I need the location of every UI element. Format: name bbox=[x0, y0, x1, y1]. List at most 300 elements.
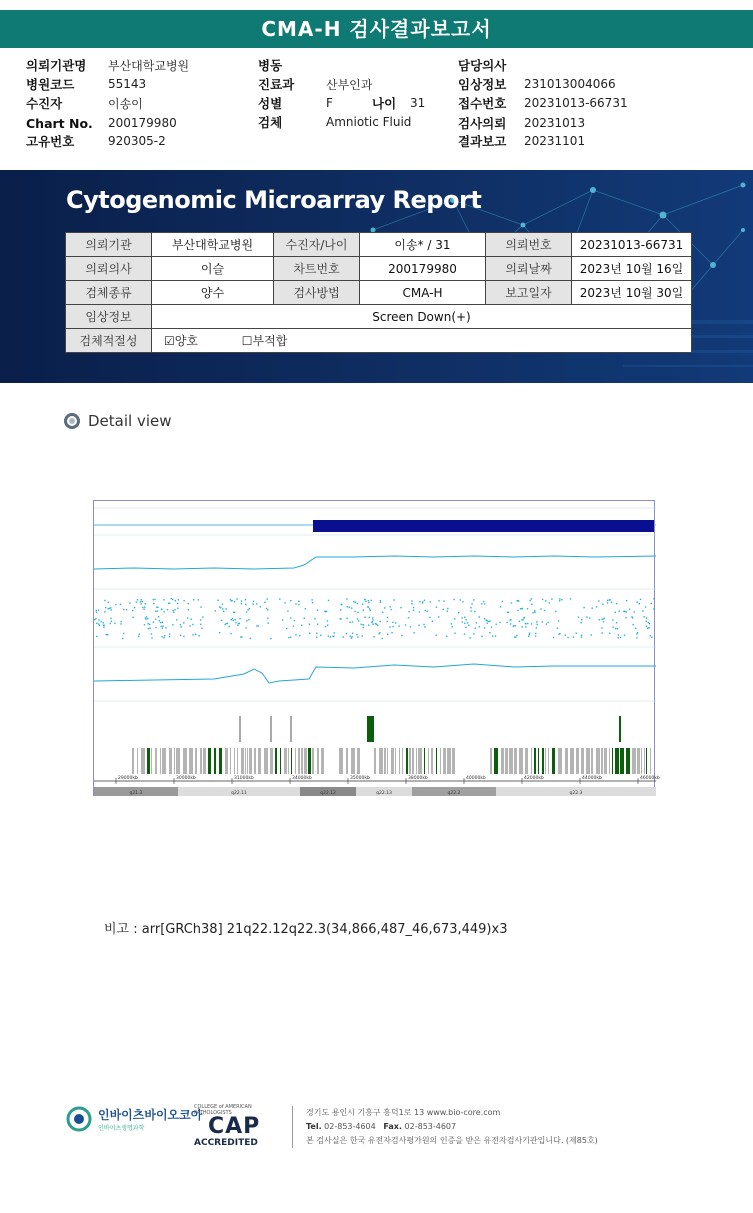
allele-point bbox=[373, 624, 374, 625]
scale-label: 31000kb bbox=[234, 776, 254, 781]
allele-point bbox=[98, 610, 99, 611]
allele-point bbox=[193, 599, 194, 600]
allele-point bbox=[144, 607, 145, 608]
gene-block bbox=[258, 748, 261, 774]
allele-point bbox=[616, 622, 617, 623]
gene-block bbox=[151, 748, 152, 774]
allele-point bbox=[169, 633, 170, 634]
allele-point bbox=[161, 636, 162, 637]
allele-point bbox=[481, 636, 482, 637]
allele-point bbox=[653, 608, 654, 609]
allele-point bbox=[646, 617, 647, 618]
gene-block bbox=[321, 748, 324, 774]
allele-point bbox=[398, 625, 399, 626]
fax-value: 02-853-4607 bbox=[404, 1122, 457, 1131]
allele-point bbox=[301, 625, 302, 626]
gene-block bbox=[298, 748, 300, 774]
allele-point bbox=[474, 611, 475, 612]
gene-block bbox=[418, 748, 422, 774]
allele-point bbox=[187, 617, 188, 618]
allele-point bbox=[201, 628, 202, 629]
allele-point bbox=[470, 637, 471, 638]
gene-block bbox=[548, 748, 549, 774]
allele-point bbox=[223, 611, 224, 612]
allele-point bbox=[246, 611, 247, 612]
allele-point bbox=[108, 608, 109, 609]
info-label: 차트번호 bbox=[274, 257, 360, 281]
allele-point bbox=[544, 610, 545, 611]
allele-point bbox=[618, 634, 619, 635]
allele-point bbox=[528, 636, 529, 637]
gene-block bbox=[230, 748, 231, 774]
allele-point bbox=[317, 610, 318, 611]
allele-point bbox=[603, 621, 604, 622]
allele-point bbox=[616, 603, 617, 604]
allele-point bbox=[602, 618, 603, 619]
allele-point bbox=[357, 612, 358, 613]
allele-point bbox=[96, 612, 97, 613]
allele-point bbox=[558, 634, 559, 635]
allele-point bbox=[138, 636, 139, 637]
header-row-institution bbox=[26, 56, 189, 74]
allele-point bbox=[108, 602, 109, 603]
allele-point bbox=[443, 600, 444, 601]
allele-point bbox=[363, 627, 364, 628]
allele-point bbox=[382, 638, 383, 639]
allele-point bbox=[624, 635, 625, 636]
allele-point bbox=[154, 599, 155, 600]
allele-point bbox=[500, 606, 501, 607]
allele-point bbox=[192, 624, 193, 625]
allele-point bbox=[343, 636, 344, 637]
tel-value: 02-853-4604 bbox=[324, 1122, 376, 1131]
gene-block bbox=[436, 748, 437, 774]
allele-point bbox=[167, 609, 168, 610]
allele-point bbox=[542, 599, 543, 600]
info-row bbox=[66, 257, 692, 281]
allele-point bbox=[626, 611, 627, 612]
gene-block bbox=[195, 748, 197, 774]
allele-point bbox=[436, 635, 437, 636]
allele-point bbox=[551, 598, 552, 599]
header-value: 31 bbox=[410, 96, 426, 110]
gene-block bbox=[646, 748, 647, 774]
allele-point bbox=[411, 600, 412, 601]
allele-point bbox=[136, 602, 137, 603]
gene-block bbox=[424, 748, 425, 774]
gene-block bbox=[596, 748, 600, 774]
allele-point bbox=[325, 626, 326, 627]
cytoband-label: q22.12 bbox=[320, 791, 336, 796]
header-value: Amniotic Fluid bbox=[326, 115, 412, 129]
allele-point bbox=[607, 600, 608, 601]
allele-point bbox=[126, 609, 127, 610]
log2-ratio-line bbox=[94, 556, 656, 569]
gain-segment bbox=[313, 520, 654, 532]
header-label: 접수번호 bbox=[458, 96, 507, 111]
allele-point bbox=[458, 612, 459, 613]
allele-point bbox=[153, 599, 154, 600]
gene-block bbox=[538, 748, 539, 774]
allele-point bbox=[110, 618, 111, 619]
allele-point bbox=[522, 626, 523, 627]
allele-point bbox=[98, 623, 99, 624]
allele-point bbox=[368, 600, 369, 601]
allele-point bbox=[648, 622, 649, 623]
header-label: Chart No. bbox=[26, 115, 93, 131]
header-label: 나이 bbox=[372, 96, 397, 111]
allele-point bbox=[176, 619, 177, 620]
gene-block bbox=[174, 748, 175, 774]
target-icon bbox=[64, 413, 80, 429]
allele-point bbox=[142, 607, 143, 608]
allele-point bbox=[293, 626, 294, 627]
header-row-specimen bbox=[258, 113, 411, 131]
gene-block bbox=[384, 748, 386, 774]
gene-marker bbox=[270, 716, 272, 742]
allele-point bbox=[452, 626, 453, 627]
allele-point bbox=[139, 633, 140, 634]
allele-point bbox=[510, 619, 511, 620]
allele-point bbox=[376, 624, 377, 625]
info-value: 2023년 10월 16일 bbox=[572, 257, 692, 281]
gene-marker bbox=[367, 716, 374, 742]
allele-point bbox=[484, 603, 485, 604]
allele-point bbox=[529, 634, 530, 635]
allele-point bbox=[533, 612, 534, 613]
cytoband-label: q22.2 bbox=[447, 791, 461, 796]
allele-point bbox=[219, 632, 220, 633]
allele-point bbox=[425, 610, 426, 611]
allele-point bbox=[479, 626, 480, 627]
allele-point bbox=[646, 621, 647, 622]
banner-title: Cytogenomic Microarray Report bbox=[66, 186, 482, 214]
gene-block bbox=[317, 748, 319, 774]
gene-block bbox=[406, 748, 408, 774]
company-logo bbox=[66, 1106, 202, 1132]
header-row-patient bbox=[26, 94, 143, 112]
allele-point bbox=[648, 627, 649, 628]
gene-block bbox=[169, 748, 172, 774]
allele-point bbox=[282, 619, 283, 620]
gene-block bbox=[351, 748, 355, 774]
gene-block bbox=[545, 748, 546, 774]
allele-point bbox=[368, 602, 369, 603]
allele-point bbox=[438, 600, 439, 601]
allele-point bbox=[601, 627, 602, 628]
allele-point bbox=[349, 622, 350, 623]
gene-block bbox=[514, 748, 517, 774]
header-row-department bbox=[258, 75, 372, 93]
allele-point bbox=[419, 601, 420, 602]
allele-point bbox=[200, 606, 201, 607]
report-info-table bbox=[65, 232, 692, 353]
allele-point bbox=[534, 612, 535, 613]
gene-block bbox=[225, 748, 228, 774]
allele-point bbox=[268, 622, 269, 623]
allele-point bbox=[576, 633, 577, 634]
info-label: 검사방법 bbox=[274, 281, 360, 305]
allele-point bbox=[427, 611, 428, 612]
gene-block bbox=[280, 748, 281, 774]
allele-point bbox=[362, 604, 363, 605]
allele-point bbox=[347, 606, 348, 607]
allele-point bbox=[225, 608, 226, 609]
allele-point bbox=[191, 619, 192, 620]
gene-block bbox=[490, 748, 492, 774]
allele-point bbox=[290, 600, 291, 601]
allele-point bbox=[104, 611, 105, 612]
allele-point bbox=[499, 622, 500, 623]
allele-point bbox=[312, 602, 313, 603]
allele-point bbox=[620, 637, 621, 638]
footer-cert: 본 검사실은 한국 유전자검사평가원의 인증을 받은 유전자검사기관입니다. (제85호) bbox=[306, 1136, 598, 1145]
gene-block bbox=[308, 748, 311, 774]
allele-point bbox=[578, 617, 579, 618]
allele-point bbox=[171, 598, 172, 599]
allele-point bbox=[327, 625, 328, 626]
allele-point bbox=[120, 623, 121, 624]
allele-point bbox=[155, 627, 156, 628]
allele-point bbox=[513, 625, 514, 626]
allele-point bbox=[636, 633, 637, 634]
allele-point bbox=[592, 608, 593, 609]
allele-point bbox=[615, 612, 616, 613]
allele-point bbox=[650, 635, 651, 636]
allele-point bbox=[429, 617, 430, 618]
allele-point bbox=[362, 624, 363, 625]
allele-point bbox=[423, 624, 424, 625]
allele-point bbox=[531, 598, 532, 599]
allele-point bbox=[646, 626, 647, 627]
gene-block bbox=[558, 748, 562, 774]
gene-block bbox=[304, 748, 307, 774]
cap-big-text: CAP bbox=[208, 1114, 261, 1139]
header-row-ward bbox=[258, 56, 326, 74]
allele-point bbox=[156, 606, 157, 607]
allele-point bbox=[470, 610, 471, 611]
allele-point bbox=[290, 637, 291, 638]
allele-point bbox=[617, 628, 618, 629]
allele-point bbox=[392, 626, 393, 627]
header-value: 55143 bbox=[108, 77, 147, 91]
allele-point bbox=[230, 633, 231, 634]
allele-point bbox=[557, 628, 558, 629]
info-label: 보고일자 bbox=[486, 281, 572, 305]
allele-point bbox=[346, 598, 347, 599]
allele-point bbox=[489, 620, 490, 621]
allele-point bbox=[598, 600, 599, 601]
allele-point bbox=[436, 607, 437, 608]
allele-point bbox=[352, 621, 353, 622]
allele-point bbox=[163, 637, 164, 638]
allele-point bbox=[352, 633, 353, 634]
footer bbox=[66, 1104, 706, 1152]
allele-scatter bbox=[94, 598, 655, 639]
allele-point bbox=[162, 628, 163, 629]
header-row-clinical-info bbox=[458, 75, 616, 93]
allele-point bbox=[484, 627, 485, 628]
allele-point bbox=[129, 602, 130, 603]
allele-point bbox=[148, 628, 149, 629]
allele-point bbox=[517, 600, 518, 601]
smooth-signal-line bbox=[94, 664, 656, 683]
allele-point bbox=[612, 619, 613, 620]
remark-text: 비고 : arr[GRCh38] 21q22.12q22.3(34,866,487_46,673,449)x3 bbox=[104, 922, 508, 937]
allele-point bbox=[266, 608, 267, 609]
gene-block bbox=[183, 748, 187, 774]
gene-block bbox=[452, 748, 455, 774]
gene-block bbox=[391, 748, 394, 774]
header-label: 성별 bbox=[258, 96, 283, 111]
gene-block bbox=[312, 748, 314, 774]
allele-point bbox=[96, 623, 97, 624]
allele-point bbox=[290, 617, 291, 618]
allele-point bbox=[387, 621, 388, 622]
allele-point bbox=[424, 626, 425, 627]
gene-block bbox=[409, 748, 411, 774]
info-value: 이송* / 31 bbox=[360, 233, 486, 257]
detail-view-label: Detail view bbox=[88, 412, 172, 430]
allele-point bbox=[370, 610, 371, 611]
allele-point bbox=[147, 623, 148, 624]
allele-point bbox=[110, 607, 111, 608]
allele-point bbox=[121, 621, 122, 622]
allele-point bbox=[447, 611, 448, 612]
allele-point bbox=[326, 611, 327, 612]
gene-block bbox=[612, 748, 613, 774]
allele-point bbox=[411, 603, 412, 604]
allele-point bbox=[159, 620, 160, 621]
allele-point bbox=[484, 618, 485, 619]
allele-point bbox=[573, 637, 574, 638]
allele-point bbox=[256, 625, 257, 626]
allele-point bbox=[363, 610, 364, 611]
allele-point bbox=[162, 625, 163, 626]
allele-point bbox=[565, 634, 566, 635]
gene-block bbox=[505, 748, 508, 774]
allele-point bbox=[559, 600, 560, 601]
header-row-unique-no bbox=[26, 132, 166, 150]
allele-point bbox=[384, 607, 385, 608]
allele-point bbox=[245, 627, 246, 628]
allele-point bbox=[517, 610, 518, 611]
allele-point bbox=[228, 626, 229, 627]
allele-point bbox=[567, 637, 568, 638]
allele-point bbox=[141, 603, 142, 604]
allele-point bbox=[634, 611, 635, 612]
allele-point bbox=[188, 609, 189, 610]
allele-point bbox=[529, 633, 530, 634]
gene-block bbox=[247, 748, 248, 774]
allele-point bbox=[510, 623, 511, 624]
allele-point bbox=[464, 633, 465, 634]
gene-block bbox=[416, 748, 417, 774]
allele-point bbox=[516, 635, 517, 636]
allele-point bbox=[142, 601, 143, 602]
allele-point bbox=[241, 636, 242, 637]
allele-point bbox=[461, 617, 462, 618]
gene-block bbox=[632, 748, 636, 774]
allele-point bbox=[520, 608, 521, 609]
gene-block bbox=[586, 748, 590, 774]
allele-point bbox=[146, 616, 147, 617]
allele-point bbox=[542, 621, 543, 622]
gene-block bbox=[443, 748, 446, 774]
info-value: 20231013-66731 bbox=[572, 233, 692, 257]
allele-point bbox=[195, 634, 196, 635]
gene-block bbox=[254, 748, 256, 774]
allele-point bbox=[115, 604, 116, 605]
allele-point bbox=[391, 632, 392, 633]
allele-point bbox=[144, 624, 145, 625]
allele-point bbox=[481, 603, 482, 604]
allele-point bbox=[330, 636, 331, 637]
gene-block bbox=[295, 748, 296, 774]
allele-point bbox=[230, 599, 231, 600]
allele-point bbox=[192, 634, 193, 635]
allele-point bbox=[104, 600, 105, 601]
allele-point bbox=[635, 628, 636, 629]
allele-point bbox=[256, 603, 257, 604]
allele-point bbox=[175, 600, 176, 601]
allele-point bbox=[333, 636, 334, 637]
allele-point bbox=[581, 622, 582, 623]
company-sub: 인바이츠생명과학 bbox=[98, 1125, 145, 1132]
header-label: 의뢰기관명 bbox=[26, 58, 87, 73]
gene-block bbox=[245, 748, 246, 774]
allele-point bbox=[304, 618, 305, 619]
adequacy-ok-checkbox: ☑양호 bbox=[164, 334, 198, 348]
allele-point bbox=[491, 626, 492, 627]
info-row-clinical bbox=[66, 305, 692, 329]
info-label: 의뢰기관 bbox=[66, 233, 152, 257]
allele-point bbox=[232, 618, 233, 619]
allele-point bbox=[615, 628, 616, 629]
info-label: 수진자/나이 bbox=[274, 233, 360, 257]
gene-block bbox=[357, 748, 360, 774]
allele-point bbox=[157, 610, 158, 611]
allele-point bbox=[114, 623, 115, 624]
allele-point bbox=[221, 620, 222, 621]
allele-point bbox=[536, 627, 537, 628]
allele-point bbox=[145, 603, 146, 604]
cytoband-label: q21.3 bbox=[129, 791, 143, 796]
allele-point bbox=[387, 617, 388, 618]
allele-point bbox=[419, 611, 420, 612]
gene-block bbox=[288, 748, 289, 774]
allele-point bbox=[120, 604, 121, 605]
allele-point bbox=[249, 608, 250, 609]
allele-point bbox=[279, 598, 280, 599]
allele-point bbox=[446, 636, 447, 637]
allele-point bbox=[619, 611, 620, 612]
allele-point bbox=[583, 607, 584, 608]
gene-block bbox=[249, 748, 252, 774]
allele-point bbox=[245, 599, 246, 600]
allele-point bbox=[96, 610, 97, 611]
allele-point bbox=[270, 638, 271, 639]
allele-point bbox=[264, 602, 265, 603]
gene-block bbox=[604, 748, 607, 774]
allele-point bbox=[454, 618, 455, 619]
gene-block bbox=[650, 748, 651, 774]
allele-point bbox=[346, 633, 347, 634]
header-label: 병원코드 bbox=[26, 77, 75, 92]
allele-point bbox=[173, 610, 174, 611]
gene-track bbox=[132, 716, 651, 774]
allele-point bbox=[149, 624, 150, 625]
